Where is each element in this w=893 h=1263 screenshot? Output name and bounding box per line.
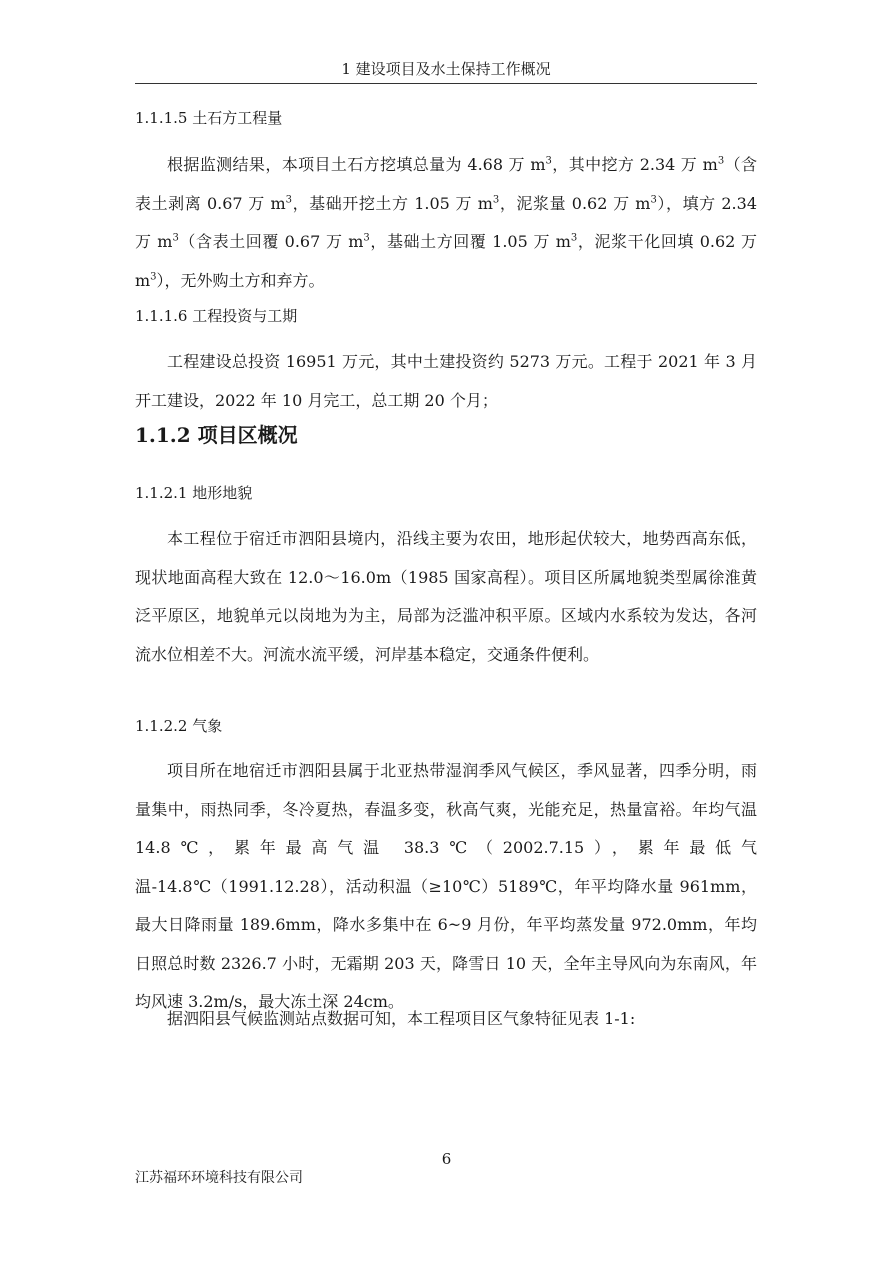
paragraph-investment: 工程建设总投资 16951 万元，其中土建投资约 5273 万元。工程于 2021 年 3 月开工建设，2022 年 10 月完工，总工期 20 个月； [135,352,757,410]
section-heading-1-1-1-6: 1.1.1.6 工程投资与工期 [135,307,298,325]
page-number: 6 [441,1150,452,1168]
page-header: 1 建设项目及水土保持工作概况 [135,58,757,84]
paragraph-terrain: 本工程位于宿迁市泗阳县境内，沿线主要为农田，地形起伏较大，地势西高东低，现状地面高程大致在 12.0～16.0m（1985 国家高程）。项目区所属地貌类型属徐淮黄泛平原区，地貌单元以岗地为为主，局部为泛滥冲积平原。区域内水系较为发达，各河流水位相差不大。河流水流平缓，河岸基本稳定，交通条件便利。 [135,529,757,664]
section-heading-1-1-2-2: 1.1.2.2 气象 [135,717,223,735]
section-heading-1-1-1-5: 1.1.1.5 土石方工程量 [135,109,283,127]
section-heading-1-1-2: 1.1.2 项目区概况 [135,423,298,447]
section-heading-1-1-2-1: 1.1.2.1 地形地貌 [135,484,253,502]
paragraph-climate: 项目所在地宿迁市泗阳县属于北亚热带湿润季风气候区，季风显著，四季分明，雨量集中，雨热同季，冬冷夏热，春温多变，秋高气爽，光能充足，热量富裕。年均气温 14.8℃，累年最高气温 38.3℃（2002.7.15），累年最低气温-14.8℃（1991.12.28），活动积温（≥10℃）5189℃，年平均降水量 961mm，最大日降雨量 189.6mm，降水多集中在 6~9 月份，年平均蒸发量 972.0mm，年均日照总时数 2326.7 小时，无霜期 203 天，降雪日 10 天，全年主导风向为东南风，年均风速 3.2m/s，最大冻土深 24cm。 [135,761,757,1011]
company-name: 江苏福环环境科技有限公司 [135,1170,303,1186]
paragraph-climate-data-source: 据泗阳县气候监测站点数据可知，本工程项目区气象特征见表 1-1: [167,1009,636,1028]
paragraph-earthwork: 根据监测结果，本项目土石方挖填总量为 4.68 万 $m^3$，其中挖方 2.34 万 $m^3$（含表土剥离 0.67 万 $m^3$，基础开挖土方 1.05 万 $m^3$，泥浆量 0.62 万 $m^3$），填方 2.34 万 $m^3$（含表土回覆 0.67 万 $m^3$，基础土方回覆 1.05 万 $m^3$，泥浆干化回填 0.62 万 $m^3$），无外购土方和弃方。 [135,155,758,290]
